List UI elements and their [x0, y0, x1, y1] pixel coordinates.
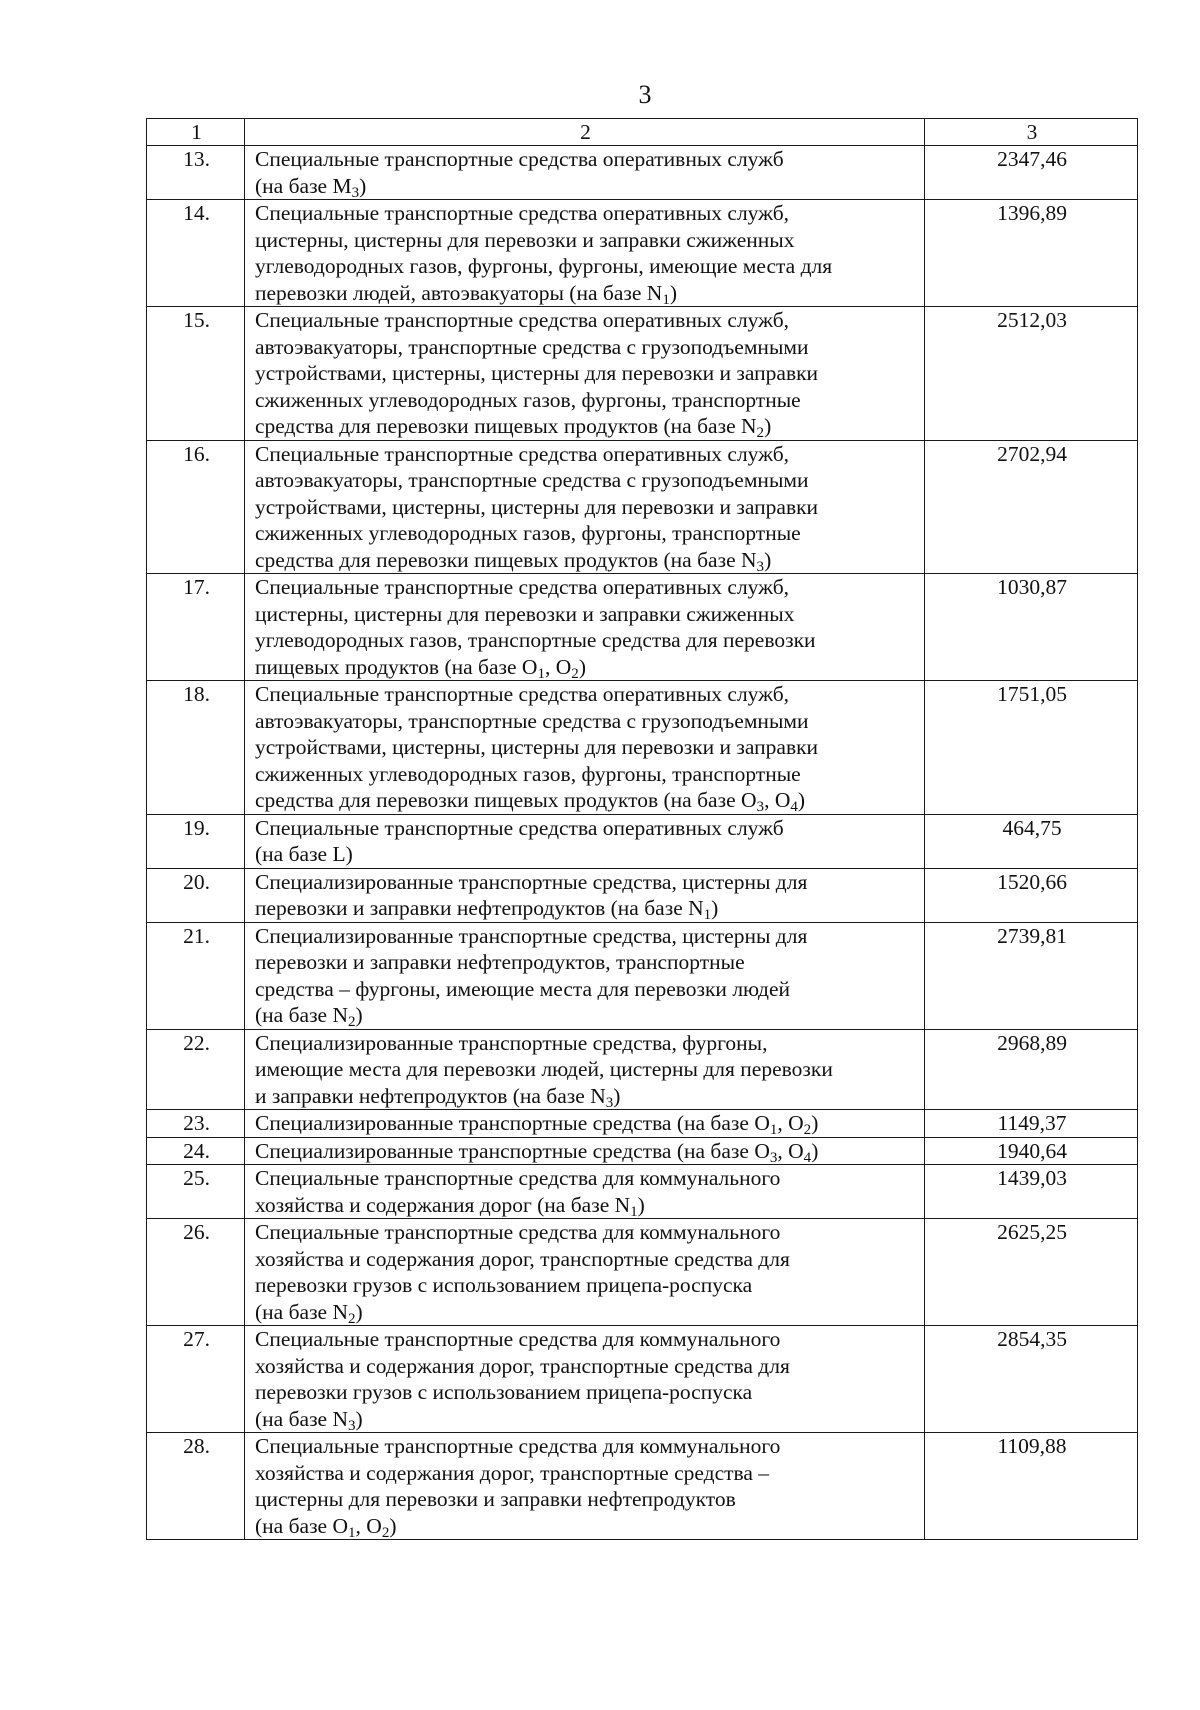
column-header-number: 1 [147, 119, 245, 146]
table-row [147, 681, 1138, 815]
table-row [147, 574, 1138, 681]
row-value: 2625,25 [925, 1219, 1138, 1326]
row-description: Специальные транспортные средства для коммунального хозяйства и содержания дорог, транспортные средства – цистерны для перевозки и заправки нефтепродуктов (на базе $O_1$, $O_2$) [245, 1433, 925, 1540]
row-description: Специальные транспортные средства оперативных служб, автоэвакуаторы, транспортные средства с грузоподъемными устройствами, цистерны, цистерны для перевозки и заправки сжиженных углеводородных газов, фургоны, транспортные средства для перевозки пищевых продуктов (на базе $N_2$) [245, 307, 925, 441]
row-description: Специальные транспортные средства оперативных служб, автоэвакуаторы, транспортные средства с грузоподъемными устройствами, цистерны, цистерны для перевозки и заправки сжиженных углеводородных газов, фургоны, транспортные средства для перевозки пищевых продуктов (на базе $N_3$) [245, 440, 925, 574]
row-value: 2854,35 [925, 1326, 1138, 1433]
table-row [147, 868, 1138, 922]
table-row [147, 440, 1138, 574]
row-value: 1396,89 [925, 200, 1138, 307]
header-row [147, 119, 1138, 146]
row-value: 1149,37 [925, 1110, 1138, 1138]
table-row [147, 814, 1138, 868]
column-header-description: 2 [245, 119, 925, 146]
table-row [147, 1219, 1138, 1326]
row-description: Специализированные транспортные средства, фургоны, имеющие места для перевозки людей, цистерны для перевозки и заправки нефтепродуктов (на базе $N_3$) [245, 1029, 925, 1110]
table-row [147, 1029, 1138, 1110]
row-number: 23. [147, 1110, 245, 1138]
row-value: 1439,03 [925, 1165, 1138, 1219]
row-number: 16. [147, 440, 245, 574]
row-description: Специализированные транспортные средства (на базе $O_1$, $O_2$) [245, 1110, 925, 1138]
row-value: 2739,81 [925, 922, 1138, 1029]
row-number: 14. [147, 200, 245, 307]
table-row [147, 1433, 1138, 1540]
table-row [147, 1137, 1138, 1165]
row-number: 19. [147, 814, 245, 868]
row-value: 2702,94 [925, 440, 1138, 574]
row-description: Специализированные транспортные средства, цистерны для перевозки и заправки нефтепродуктов (на базе $N_1$) [245, 868, 925, 922]
row-description: Специальные транспортные средства оперативных служб, цистерны, цистерны для перевозки и заправки сжиженных углеводородных газов, транспортные средства для перевозки пищевых продуктов (на базе $O_1$, $O_2$) [245, 574, 925, 681]
row-number: 18. [147, 681, 245, 815]
row-description: Специализированные транспортные средства, цистерны для перевозки и заправки нефтепродуктов, транспортные средства – фургоны, имеющие места для перевозки людей (на базе $N_2$) [245, 922, 925, 1029]
row-description: Специальные транспортные средства оперативных служб (на базе $M_3$) [245, 146, 925, 200]
row-number: 28. [147, 1433, 245, 1540]
row-number: 22. [147, 1029, 245, 1110]
table-row [147, 307, 1138, 441]
row-description: Специальные транспортные средства оперативных служб, автоэвакуаторы, транспортные средства с грузоподъемными устройствами, цистерны, цистерны для перевозки и заправки сжиженных углеводородных газов, фургоны, транспортные средства для перевозки пищевых продуктов (на базе $O_3$, $O_4$) [245, 681, 925, 815]
row-value: 1751,05 [925, 681, 1138, 815]
table-row [147, 922, 1138, 1029]
table-row [147, 1165, 1138, 1219]
row-value: 464,75 [925, 814, 1138, 868]
row-description: Специальные транспортные средства оперативных служб (на базе L) [245, 814, 925, 868]
row-description: Специальные транспортные средства для коммунального хозяйства и содержания дорог (на базе $N_1$) [245, 1165, 925, 1219]
row-description: Специальные транспортные средства оперативных служб, цистерны, цистерны для перевозки и заправки сжиженных углеводородных газов, фургоны, фургоны, имеющие места для перевозки людей, автоэвакуаторы (на базе $N_1$) [245, 200, 925, 307]
row-value: 1109,88 [925, 1433, 1138, 1540]
table-body [147, 146, 1138, 1540]
row-number: 15. [147, 307, 245, 441]
table-row [147, 200, 1138, 307]
row-number: 20. [147, 868, 245, 922]
row-value: 2968,89 [925, 1029, 1138, 1110]
row-number: 13. [147, 146, 245, 200]
tariff-table [146, 118, 1138, 1540]
row-description: Специализированные транспортные средства (на базе $O_3$, $O_4$) [245, 1137, 925, 1165]
row-number: 24. [147, 1137, 245, 1165]
row-value: 1030,87 [925, 574, 1138, 681]
table-row [147, 1326, 1138, 1433]
page-number: 3 [638, 80, 652, 109]
row-number: 21. [147, 922, 245, 1029]
table-row [147, 146, 1138, 200]
row-number: 25. [147, 1165, 245, 1219]
row-number: 27. [147, 1326, 245, 1433]
row-number: 17. [147, 574, 245, 681]
row-value: 1940,64 [925, 1137, 1138, 1165]
row-description: Специальные транспортные средства для коммунального хозяйства и содержания дорог, транспортные средства для перевозки грузов с использованием прицепа-роспуска (на базе $N_2$) [245, 1219, 925, 1326]
table-row [147, 1110, 1138, 1138]
column-header-value: 3 [925, 119, 1138, 146]
row-value: 1520,66 [925, 868, 1138, 922]
row-number: 26. [147, 1219, 245, 1326]
row-value: 2512,03 [925, 307, 1138, 441]
row-value: 2347,46 [925, 146, 1138, 200]
row-description: Специальные транспортные средства для коммунального хозяйства и содержания дорог, транспортные средства для перевозки грузов с использованием прицепа-роспуска (на базе $N_3$) [245, 1326, 925, 1433]
